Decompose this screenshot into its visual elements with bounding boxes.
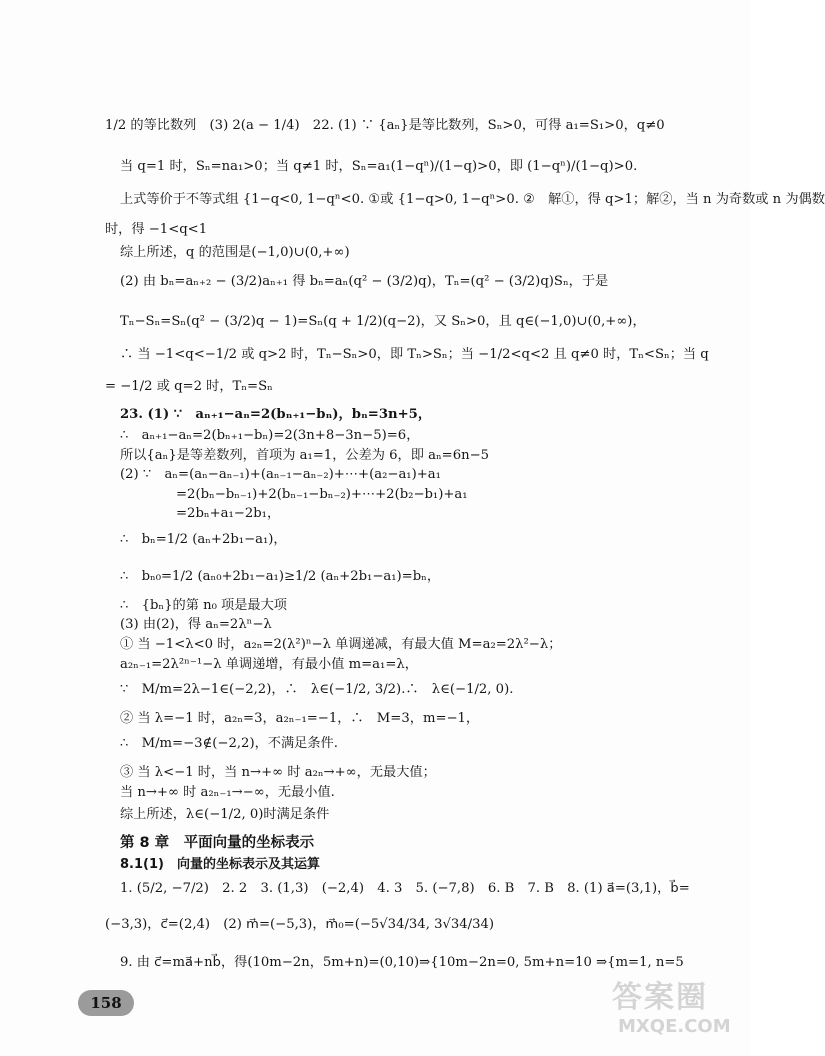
text-line: ∴ bₙ=1/2 (aₙ+2b₁−a₁)， <box>120 532 287 547</box>
text-line: 时，得 −1<q<1 <box>105 222 208 237</box>
watermark-url: MXQE.COM <box>618 1016 731 1037</box>
text-line: ∴ M/m=−3∉(−2,2)，不满足条件. <box>120 736 338 751</box>
section-heading: 8.1(1) 向量的坐标表示及其运算 <box>120 857 320 872</box>
text-line: 所以{aₙ}是等差数列，首项为 a₁=1，公差为 6，即 aₙ=6n−5 <box>120 448 490 463</box>
text-line: a₂ₙ₋₁=2λ²ⁿ⁻¹−λ 单调递增，有最小值 m=a₁=λ， <box>120 657 418 672</box>
text-line: ∴ bₙ₀=1/2 (aₙ₀+2b₁−a₁)≥1/2 (aₙ+2b₁−a₁)=bₙ， <box>120 569 441 584</box>
text-line: (−3,3)，c⃗=(2,4) (2) m⃗=(−5,3)，m⃗₀=(−5√34/34, 3√34/34) <box>105 917 495 932</box>
text-line: 1/2 的等比数列 (3) 2(a − 1/4) 22. (1) ∵ {aₙ}是等比数列，Sₙ>0，可得 a₁=S₁>0，q≠0 <box>105 118 665 133</box>
text-line: ③ 当 λ<−1 时，当 n→+∞ 时 a₂ₙ→+∞，无最大值； <box>120 765 436 780</box>
text-line: ∴ aₙ₊₁−aₙ=2(bₙ₊₁−bₙ)=2(3n+8−3n−5)=6， <box>120 428 420 443</box>
text-line: ∵ M/m=2λ−1∈(−2,2)，∴ λ∈(−1/2, 3/2).∴ λ∈(−1/2, 0). <box>120 682 514 697</box>
text-line: 综上所述，q 的范围是(−1,0)∪(0,+∞) <box>120 245 350 260</box>
text-line: = −1/2 或 q=2 时，Tₙ=Sₙ <box>105 379 273 394</box>
text-line: ① 当 −1<λ<0 时，a₂ₙ=2(λ²)ⁿ−λ 单调递减，有最大值 M=a₂=2λ²−λ； <box>120 637 562 652</box>
text-line: ② 当 λ=−1 时，a₂ₙ=3，a₂ₙ₋₁=−1，∴ M=3，m=−1， <box>120 711 480 726</box>
text-line: 上式等价于不等式组 {1−q<0, 1−qⁿ<0. ①或 {1−q>0, 1−qⁿ>0. ② 解①，得 q>1；解②，当 n 为奇数或 n 为偶数 <box>120 192 825 207</box>
text-line: Tₙ−Sₙ=Sₙ(q² − (3/2)q − 1)=Sₙ(q + 1/2)(q−2)，又 Sₙ>0，且 q∈(−1,0)∪(0,+∞)， <box>120 314 646 329</box>
text-line: 1. (5/2, −7/2) 2. 2 3. (1,3) (−2,4) 4. 3 5. (−7,8) 6. B 7. B 8. (1) a⃗=(3,1)，b⃗= <box>120 881 690 896</box>
page-number: 158 <box>90 994 122 1012</box>
text-line: (2) 由 bₙ=aₙ₊₂ − (3/2)aₙ₊₁ 得 bₙ=aₙ(q² − (3/2)q)，Tₙ=(q² − (3/2)q)Sₙ，于是 <box>120 274 609 289</box>
text-line: 9. 由 c⃗=ma⃗+nb⃗，得(10m−2n，5m+n)=(0,10)⇒{10m−2n=0, 5m+n=10 ⇒{m=1, n=5 <box>120 955 684 970</box>
text-line: 当 q=1 时，Sₙ=na₁>0；当 q≠1 时，Sₙ=a₁(1−qⁿ)/(1−q)>0，即 (1−qⁿ)/(1−q)>0. <box>120 159 638 174</box>
text-line: 当 n→+∞ 时 a₂ₙ₋₁→−∞，无最小值. <box>120 785 335 800</box>
chapter-heading: 第 8 章 平面向量的坐标表示 <box>120 835 315 851</box>
text-line: 综上所述，λ∈(−1/2, 0)时满足条件 <box>120 807 330 822</box>
page-number-badge <box>78 990 134 1016</box>
problem-23-line: 23. (1) ∵ aₙ₊₁−aₙ=2(bₙ₊₁−bₙ)，bₙ=3n+5， <box>120 407 432 422</box>
text-line: ∴ {bₙ}的第 n₀ 项是最大项 <box>120 598 287 613</box>
text-line: ∴ 当 −1<q<−1/2 或 q>2 时，Tₙ−Sₙ>0，即 Tₙ>Sₙ；当 −1/2<q<2 且 q≠0 时，Tₙ<Sₙ；当 q <box>120 347 709 362</box>
text-line: (3) 由(2)，得 aₙ=2λⁿ−λ <box>120 617 272 632</box>
watermark <box>612 972 737 1044</box>
text-line: =2(bₙ−bₙ₋₁)+2(bₙ₋₁−bₙ₋₂)+⋯+2(b₂−b₁)+a₁ <box>176 487 468 502</box>
text-line: =2bₙ+a₁−2b₁， <box>176 506 281 521</box>
watermark-logo: 答案圈 <box>612 980 708 1015</box>
text-line: (2) ∵ aₙ=(aₙ−aₙ₋₁)+(aₙ₋₁−aₙ₋₂)+⋯+(a₂−a₁)+a₁ <box>120 467 441 482</box>
